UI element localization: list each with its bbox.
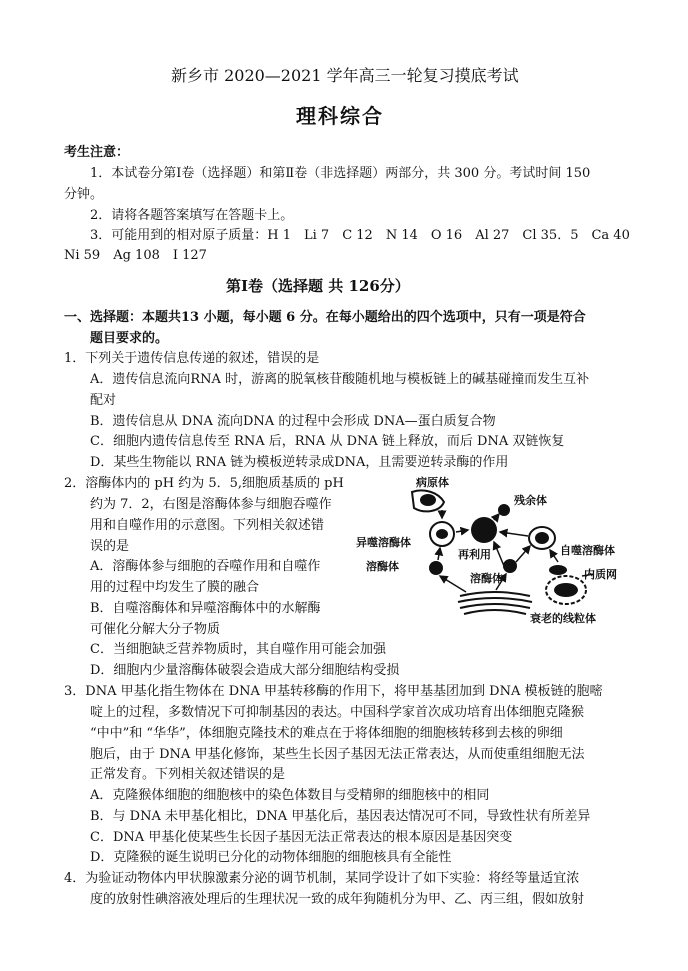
q2-option-a-cont: 用的过程中均发生了膜的融合	[90, 580, 260, 595]
section-instruction-cont: 题目要求的。	[90, 331, 169, 346]
notice-item-1: 1．本试卷分第Ⅰ卷（选择题）和第Ⅱ卷（非选择题）两部分，共 300 分。考试时间 150	[90, 166, 591, 181]
notice-item-1-cont: 分钟。	[64, 187, 104, 202]
label-heterophagic-lysosome: 异噬溶酶体	[356, 536, 411, 549]
lysosome-center-shape	[503, 559, 517, 573]
q4-stem-cont: 度的放射性碘溶液处理后的生理状况一致的成年狗随机分为甲、乙、丙三组，假如放射	[90, 892, 585, 907]
label-old-mitochondria: 衰老的线粒体	[530, 612, 596, 625]
q2-stem: 2．溶酶体内的 pH 约为 5．5,细胞质基质的 pH	[64, 476, 344, 491]
lysosome-diagram	[354, 470, 638, 630]
label-residual-body: 残余体	[514, 494, 547, 507]
q1-option-a-cont: 配对	[90, 393, 117, 408]
q2-option-c: C．当细胞缺乏营养物质时，其自噬作用可能会加强	[90, 642, 386, 657]
digest-vacuole-shape	[471, 517, 497, 543]
q2-stem-cont-3: 误的是	[90, 539, 130, 554]
label-pathogen: 病原体	[416, 476, 449, 489]
section-instruction: 一、选择题：本题共13 小题，每小题 6 分。在每小题给出的四个选项中，只有一项是符合	[64, 310, 586, 325]
exam-title: 新乡市 2020—2021 学年高三一轮复习摸底考试	[171, 66, 519, 85]
q3-stem-cont-4: 正常发育。下列相关叙述错误的是	[90, 767, 286, 782]
q3-option-c: C．DNA 甲基化使某些生长因子基因无法正常表达的根本原因是基因突变	[90, 830, 513, 845]
q3-stem-cont-3: 胞后，由于 DNA 甲基化修饰，某些生长因子基因无法正常表达，从而使重组细胞无法	[90, 747, 585, 762]
label-lysosome-center: 溶酶体	[470, 572, 503, 585]
q4-stem: 4．为验证动物体内甲状腺激素分泌的调节机制，某同学设计了如下实验：将经等量适宜浓	[64, 871, 580, 886]
q3-stem-cont-2: “中中”和 “华华”，体细胞克隆技术的难点在于将体细胞的细胞核转移到去核的卵细	[90, 726, 563, 741]
q2-option-b-cont: 可催化分解大分子物质	[90, 622, 221, 637]
q2-stem-cont-1: 约为 7．2，右图是溶酶体参与细胞吞噬作	[90, 497, 332, 512]
residual-body-shape	[498, 504, 510, 516]
section-title: 第Ⅰ卷（选择题 共 126分）	[226, 277, 410, 295]
q3-stem-cont-1: 啶上的过程，多数情况下可抑制基因的表达。中国科学家首次成功培育出体细胞克隆猴	[90, 705, 585, 720]
q2-option-b: B．自噬溶酶体和异噬溶酶体中的水解酶	[90, 601, 321, 616]
label-lysosome-left: 溶酶体	[366, 560, 399, 573]
q1-option-c: C．细胞内遗传信息传至 RNA 后，RNA 从 DNA 链上释放，而后 DNA 双链恢复	[90, 434, 565, 449]
er-mitochondria-shape	[546, 565, 586, 604]
notice-item-3: 3．可能用到的相对原子质量：H 1 Li 7 C 12 N 14 O 16 Al 27 Cl 35．5 Ca 40	[90, 228, 630, 243]
q2-option-d: D．细胞内少量溶酶体破裂会造成大部分细胞结构受损	[90, 663, 400, 678]
q3-option-b: B．与 DNA 未甲基化相比，DNA 甲基化后，基因表达情况可不同，导致性状有所差异	[90, 809, 591, 824]
notice-item-3-cont: Ni 59 Ag 108 I 127	[64, 248, 207, 263]
label-reuse: 再利用	[458, 548, 491, 561]
autophagic-lysosome-shape	[529, 527, 555, 549]
q1-option-d: D．某些生物能以 RNA 链为模板逆转录成DNA，且需要逆转录酶的作用	[90, 455, 509, 470]
label-er: 内质网	[584, 568, 617, 581]
pathogen-shape	[412, 490, 444, 511]
q1-option-b: B．遗传信息从 DNA 流向DNA 的过程中会形成 DNA—蛋白质复合物	[90, 414, 496, 429]
q3-option-a: A．克隆猴体细胞的细胞核中的染色体数目与受精卵的细胞核中的相同	[90, 788, 490, 803]
notice-heading: 考生注意：	[64, 145, 130, 160]
subject-title: 理科综合	[296, 104, 384, 128]
golgi-shape	[458, 592, 532, 614]
heterophagic-lysosome-shape	[430, 522, 454, 546]
q2-option-a: A．溶酶体参与细胞的吞噬作用和自噬作	[90, 559, 321, 574]
q3-stem: 3．DNA 甲基化指生物体在 DNA 甲基转移酶的作用下，将甲基基团加到 DNA 模板链的胞嘧	[64, 684, 603, 699]
q2-stem-cont-2: 用和自噬作用的示意图。下列相关叙述错	[90, 518, 325, 533]
q3-option-d: D．克隆猴的诞生说明已分化的动物体细胞的细胞核具有全能性	[90, 850, 452, 865]
lysosome-left-shape	[429, 561, 443, 575]
q1-option-a: A．遗传信息流向RNA 时，游离的脱氧核苷酸随机地与模板链上的碱基碰撞而发生互补	[90, 372, 590, 387]
notice-item-2: 2．请将各题答案填写在答题卡上。	[90, 208, 294, 223]
q1-stem: 1．下列关于遗传信息传递的叙述，错误的是	[64, 351, 320, 366]
label-autophagic-lysosome: 自噬溶酶体	[560, 544, 615, 557]
